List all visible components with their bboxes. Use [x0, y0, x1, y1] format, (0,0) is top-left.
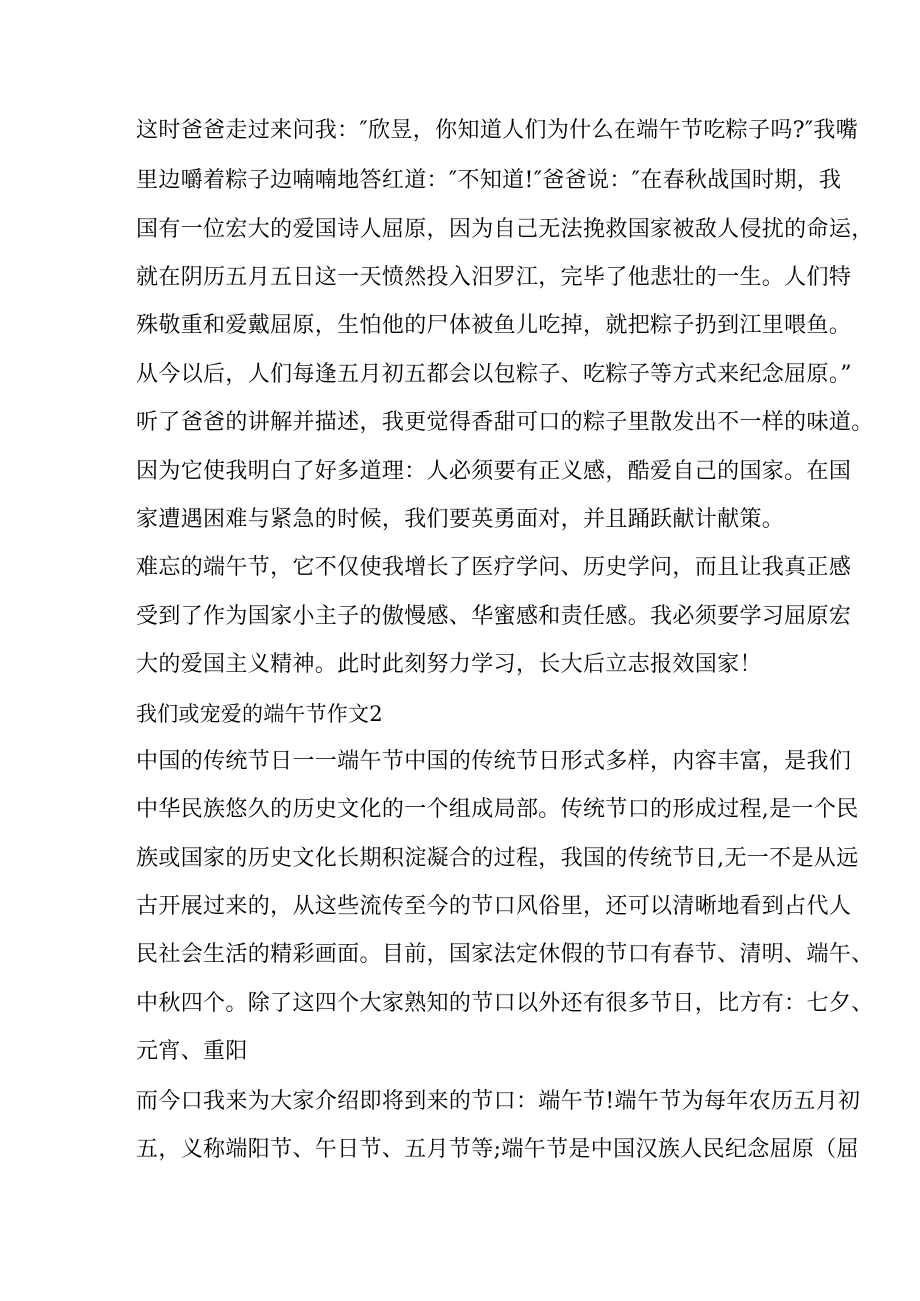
- section-heading: 我们或宠爱的端午节作文2: [136, 702, 383, 726]
- paragraph-line: 听了爸爸的讲解并描述，我更觉得香甜可口的粽子里散发出不一样的味道。: [136, 410, 874, 435]
- paragraph-line: 殊敬重和爱戴屈原，生怕他的尸体被鱼儿吃掉，就把粽子扔到江里喂鱼。: [136, 313, 852, 338]
- paragraph-line: 族或国家的历史文化长期积淀凝合的过程，我国的传统节日,无一不是从远: [136, 846, 859, 871]
- paragraph-line: 受到了作为国家小主子的傲慢感、华蜜感和责任感。我必须要学习屈原宏: [136, 604, 852, 629]
- paragraph-line: 古开展过来的，从这些流传至今的节口风俗里，还可以清晰地看到占代人: [136, 894, 852, 919]
- paragraph-line: 因为它使我明白了好多道理：人必须要有正义感，酷爱自己的国家。在国: [136, 459, 852, 484]
- paragraph-line: 国有一位宏大的爱国诗人屈原，因为自己无法挽救国家被敌人侵扰的命运，: [136, 217, 874, 242]
- paragraph-line: 而今口我来为大家介绍即将到来的节口：端午节!端午节为每年农历五月初: [136, 1089, 861, 1114]
- paragraph-line: 元宵、重阳: [136, 1039, 248, 1064]
- paragraph-line: 里边嚼着粽子边喃喃地答红道：″不知道!″爸爸说：″在春秋战国时期，我: [136, 168, 842, 193]
- paragraph-line: 就在阴历五月五日这一天愤然投入汨罗江，完毕了他悲壮的一生。人们特: [136, 265, 852, 290]
- paragraph-line: 从今以后，人们每逢五月初五都会以包粽子、吃粽子等方式来纪念屈原。”: [136, 362, 852, 387]
- paragraph-line: 这时爸爸走过来问我：″欣昱，你知道人们为什么在端午节吃粽子吗?″我嘴: [136, 118, 859, 143]
- paragraph-line: 民社会生活的精彩画面。目前，国家法定休假的节口有春节、清明、端午、: [136, 942, 874, 967]
- paragraph-line: 中国的传统节日一一端午节中国的传统节日形式多样，内容丰富，是我们: [136, 749, 852, 774]
- paragraph-line: 大的爱国主义精神。此时此刻努力学习，长大后立志报效国家！: [136, 652, 762, 677]
- paragraph-line: 中华民族悠久的历史文化的一个组成局部。传统节口的形成过程,是一个民: [136, 797, 859, 822]
- paragraph-line: 难忘的端午节，它不仅使我增长了医疗学问、历史学问，而且让我真正感: [136, 555, 852, 580]
- paragraph-line: 五，义称端阳节、午日节、五月节等;端午节是中国汉族人民纪念屈原（屈: [136, 1137, 859, 1162]
- paragraph-line: 中秋四个。除了这四个大家熟知的节口以外还有很多节日，比方有：七夕、: [136, 991, 874, 1016]
- paragraph-line: 家遭遇困难与紧急的时候，我们要英勇面对，并且踊跃献计献策。: [136, 507, 785, 532]
